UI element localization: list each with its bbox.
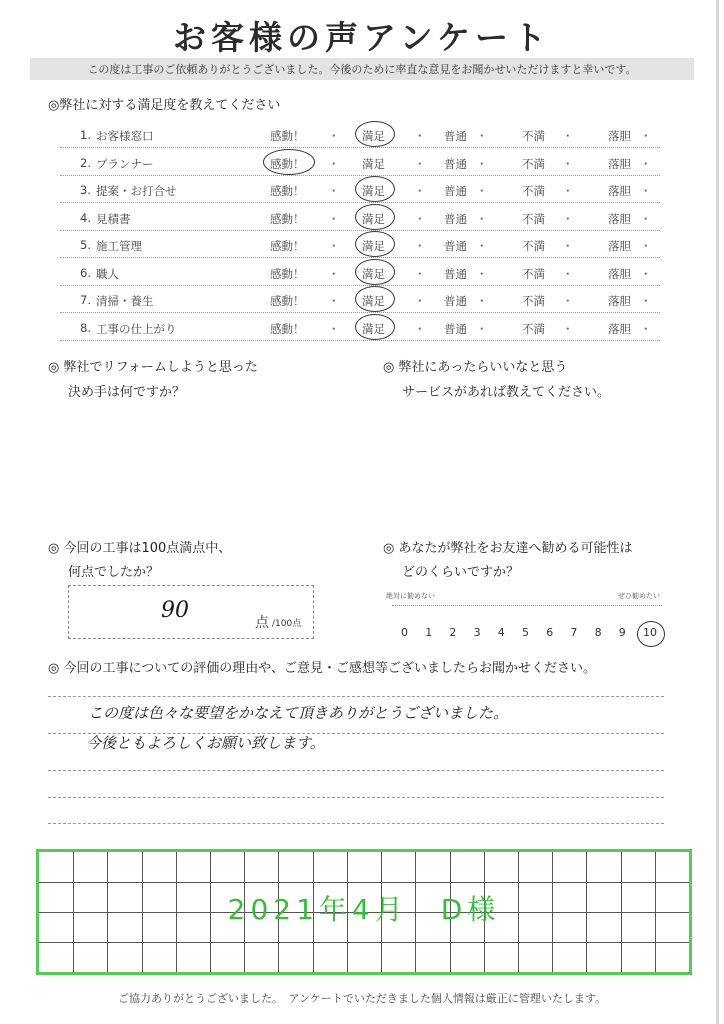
row-divider (60, 175, 660, 176)
comment-line (48, 823, 664, 824)
rating-option: 感動！ (270, 211, 305, 226)
recommend-right-label: ぜひ勧めたい (618, 592, 660, 600)
rating-option: 落胆 (608, 129, 631, 143)
score-question-line2: 何点でしたか？ (68, 565, 160, 580)
rating-separator: ・ (414, 156, 426, 171)
rating-separator: ・ (562, 156, 574, 171)
row-label: 職人 (96, 266, 119, 281)
rating-option: 満足 (362, 321, 385, 336)
row-label: プランナー (96, 156, 154, 171)
selected-circle (355, 259, 395, 285)
footer-note: ご協力ありがとうございました。 アンケートでいただきました個人情報は厳正に管理いたします。 (118, 992, 606, 1005)
rating-option: 普通 (444, 184, 467, 198)
rating-option: 満足 (362, 129, 385, 143)
rating-separator: ・ (328, 294, 340, 308)
rating-option: 感動！ (270, 129, 305, 143)
recommend-left-label: 絶対に勧めない (386, 592, 435, 600)
rating-option: 普通 (444, 129, 467, 143)
rating-separator: ・ (414, 129, 426, 143)
service-question-line1: ◎ 弊社にあったらいいなと思う (383, 360, 568, 375)
rating-option: 感動！ (270, 184, 305, 198)
row-number: 8. (80, 320, 91, 335)
rating-separator: ・ (640, 156, 652, 171)
selected-circle (355, 286, 395, 312)
score-answer: 90 (161, 598, 189, 623)
rating-separator: ・ (414, 239, 426, 253)
comment-heading: ◎ 今回の工事についての評価の理由や、ご意見・ご感想等ございましたらお聞かせください。 (48, 661, 596, 676)
rating-option: 普通 (444, 211, 467, 226)
rating-option: 落胆 (608, 156, 631, 171)
score-answer-box (68, 585, 314, 639)
rating-option: 普通 (444, 239, 467, 253)
rating-option: 不満 (522, 321, 545, 336)
rating-separator: ・ (562, 184, 574, 198)
rating-separator: ・ (328, 239, 340, 253)
satisfaction-row (60, 177, 680, 203)
row-label: 工事の仕上がり (96, 321, 177, 336)
score-unit-suffix: /100点 (272, 619, 302, 629)
rating-option: 感動！ (270, 294, 305, 308)
scale-number: 1 (425, 626, 433, 639)
scan-edge (716, 0, 719, 1024)
grid-line (39, 882, 689, 883)
satisfaction-row (60, 122, 680, 148)
scale-number: 8 (594, 626, 602, 639)
rating-option: 満足 (362, 266, 385, 281)
rating-separator: ・ (476, 184, 488, 198)
scale-number: 7 (570, 626, 578, 639)
comment-text-line2: 今後ともよろしくお願い致します。 (86, 734, 325, 752)
rating-option: 落胆 (608, 184, 631, 198)
row-divider (60, 285, 660, 286)
rating-separator: ・ (476, 156, 488, 171)
rating-option: 感動！ (270, 156, 305, 171)
satisfaction-row (60, 287, 680, 313)
recommend-question-line1: ◎ あなたが弊社をお友達へ勧める可能性は (383, 541, 633, 556)
rating-separator: ・ (640, 239, 652, 253)
rating-option: 満足 (362, 239, 385, 253)
rating-separator: ・ (328, 129, 340, 143)
row-divider (60, 312, 660, 313)
rating-separator: ・ (640, 184, 652, 198)
reason-question-line2: 決め手は何ですか？ (68, 385, 186, 400)
rating-separator: ・ (562, 129, 574, 143)
selected-circle (355, 231, 395, 257)
row-label: お客様窓口 (96, 129, 154, 143)
selected-circle (355, 314, 395, 340)
satisfaction-row (60, 315, 680, 341)
rating-option: 満足 (362, 211, 385, 226)
scale-number: 5 (522, 626, 529, 639)
scale-number: 2 (449, 626, 457, 639)
row-number: 7. (80, 293, 91, 307)
satisfaction-row (60, 205, 680, 231)
selected-circle (355, 121, 395, 147)
rating-separator: ・ (476, 211, 488, 226)
scale-number: 0 (401, 626, 408, 639)
comment-text-line1: この度は色々な要望をかなえて頂きありがとうございました。 (88, 704, 509, 722)
satisfaction-heading: ◎弊社に対する満足度を教えてください (48, 98, 281, 113)
rating-option: 感動！ (270, 266, 305, 281)
rating-option: 普通 (444, 321, 467, 336)
rating-separator: ・ (414, 321, 426, 336)
scale-number: 10 (643, 626, 657, 639)
rating-option: 満足 (362, 156, 385, 171)
rating-separator: ・ (562, 321, 574, 336)
row-divider (60, 257, 660, 258)
rating-separator: ・ (414, 294, 426, 308)
rating-separator: ・ (328, 321, 340, 336)
row-divider (60, 202, 660, 203)
rating-separator: ・ (562, 294, 574, 308)
row-divider (60, 147, 660, 148)
rating-option: 普通 (444, 294, 467, 308)
rating-separator: ・ (414, 266, 426, 281)
scale-number: 3 (473, 626, 481, 639)
rating-separator: ・ (328, 156, 340, 171)
grid-line (39, 942, 689, 943)
rating-option: 感動！ (270, 239, 305, 253)
comment-line (48, 770, 664, 771)
rating-option: 普通 (444, 156, 467, 171)
row-divider (60, 340, 660, 341)
rating-option: 不満 (522, 184, 545, 198)
row-label: 清掃・養生 (96, 294, 154, 308)
rating-option: 不満 (522, 211, 545, 226)
scale-number: 9 (618, 626, 626, 639)
comment-line (48, 696, 664, 697)
row-number: 1. (80, 128, 91, 142)
rating-separator: ・ (640, 294, 652, 308)
reason-question-line1: ◎ 弊社でリフォームしようと思った (48, 360, 258, 375)
rating-separator: ・ (640, 129, 652, 143)
rating-separator: ・ (562, 266, 574, 281)
satisfaction-row (60, 232, 680, 258)
rating-separator: ・ (328, 211, 340, 226)
rating-separator: ・ (476, 266, 488, 281)
row-label: 施工管理 (96, 239, 142, 253)
selected-circle (355, 176, 395, 202)
selected-circle (263, 149, 315, 175)
rating-separator: ・ (414, 211, 426, 226)
row-divider (60, 230, 660, 231)
rating-separator: ・ (640, 321, 652, 336)
row-number: 2. (80, 155, 91, 170)
satisfaction-row (60, 260, 680, 286)
rating-option: 不満 (522, 266, 545, 281)
page-subtitle: この度は工事のご依頼ありがとうございました。今後のために率直な意見をお聞かせいただけますと幸いです。 (87, 63, 637, 76)
row-number: 6. (80, 265, 91, 280)
rating-separator: ・ (562, 211, 574, 226)
rating-separator: ・ (640, 211, 652, 226)
score-question-line1: ◎ 今回の工事は100点満点中、 (48, 541, 232, 556)
rating-option: 満足 (362, 184, 385, 198)
row-label: 提案・お打合せ (96, 184, 177, 198)
score-unit: 点 (255, 615, 269, 631)
row-number: 5. (80, 238, 91, 252)
rating-option: 不満 (522, 294, 545, 308)
satisfaction-row (60, 150, 680, 176)
rating-option: 満足 (362, 294, 385, 308)
rating-option: 落胆 (608, 211, 631, 226)
comment-line (48, 797, 664, 798)
rating-option: 落胆 (608, 266, 631, 281)
page-title: お客様の声アンケート (172, 18, 552, 57)
service-question-line2: サービスがあれば教えてください。 (402, 385, 611, 400)
scale-number: 4 (497, 626, 505, 639)
row-number: 4. (80, 210, 91, 225)
recommend-scale-line (392, 605, 662, 606)
rating-option: 不満 (522, 156, 545, 171)
scale-number: 6 (546, 626, 554, 639)
rating-option: 不満 (522, 129, 545, 143)
date-customer-stamp: 2021年4月 D様 (227, 893, 501, 926)
rating-option: 不満 (522, 239, 545, 253)
rating-option: 落胆 (608, 239, 631, 253)
rating-separator: ・ (328, 266, 340, 281)
rating-separator: ・ (414, 184, 426, 198)
recommend-question-line2: どのくらいですか？ (402, 565, 520, 580)
rating-option: 普通 (444, 266, 467, 281)
rating-separator: ・ (476, 239, 488, 253)
rating-separator: ・ (476, 321, 488, 336)
rating-separator: ・ (562, 239, 574, 253)
rating-separator: ・ (476, 294, 488, 308)
rating-option: 感動！ (270, 321, 305, 336)
rating-separator: ・ (328, 184, 340, 198)
rating-separator: ・ (476, 129, 488, 143)
selected-circle (637, 621, 665, 647)
rating-option: 落胆 (608, 321, 631, 336)
selected-circle (355, 204, 395, 230)
row-number: 3. (80, 183, 91, 197)
row-label: 見積書 (96, 211, 131, 226)
rating-separator: ・ (640, 266, 652, 281)
rating-option: 落胆 (608, 294, 631, 308)
